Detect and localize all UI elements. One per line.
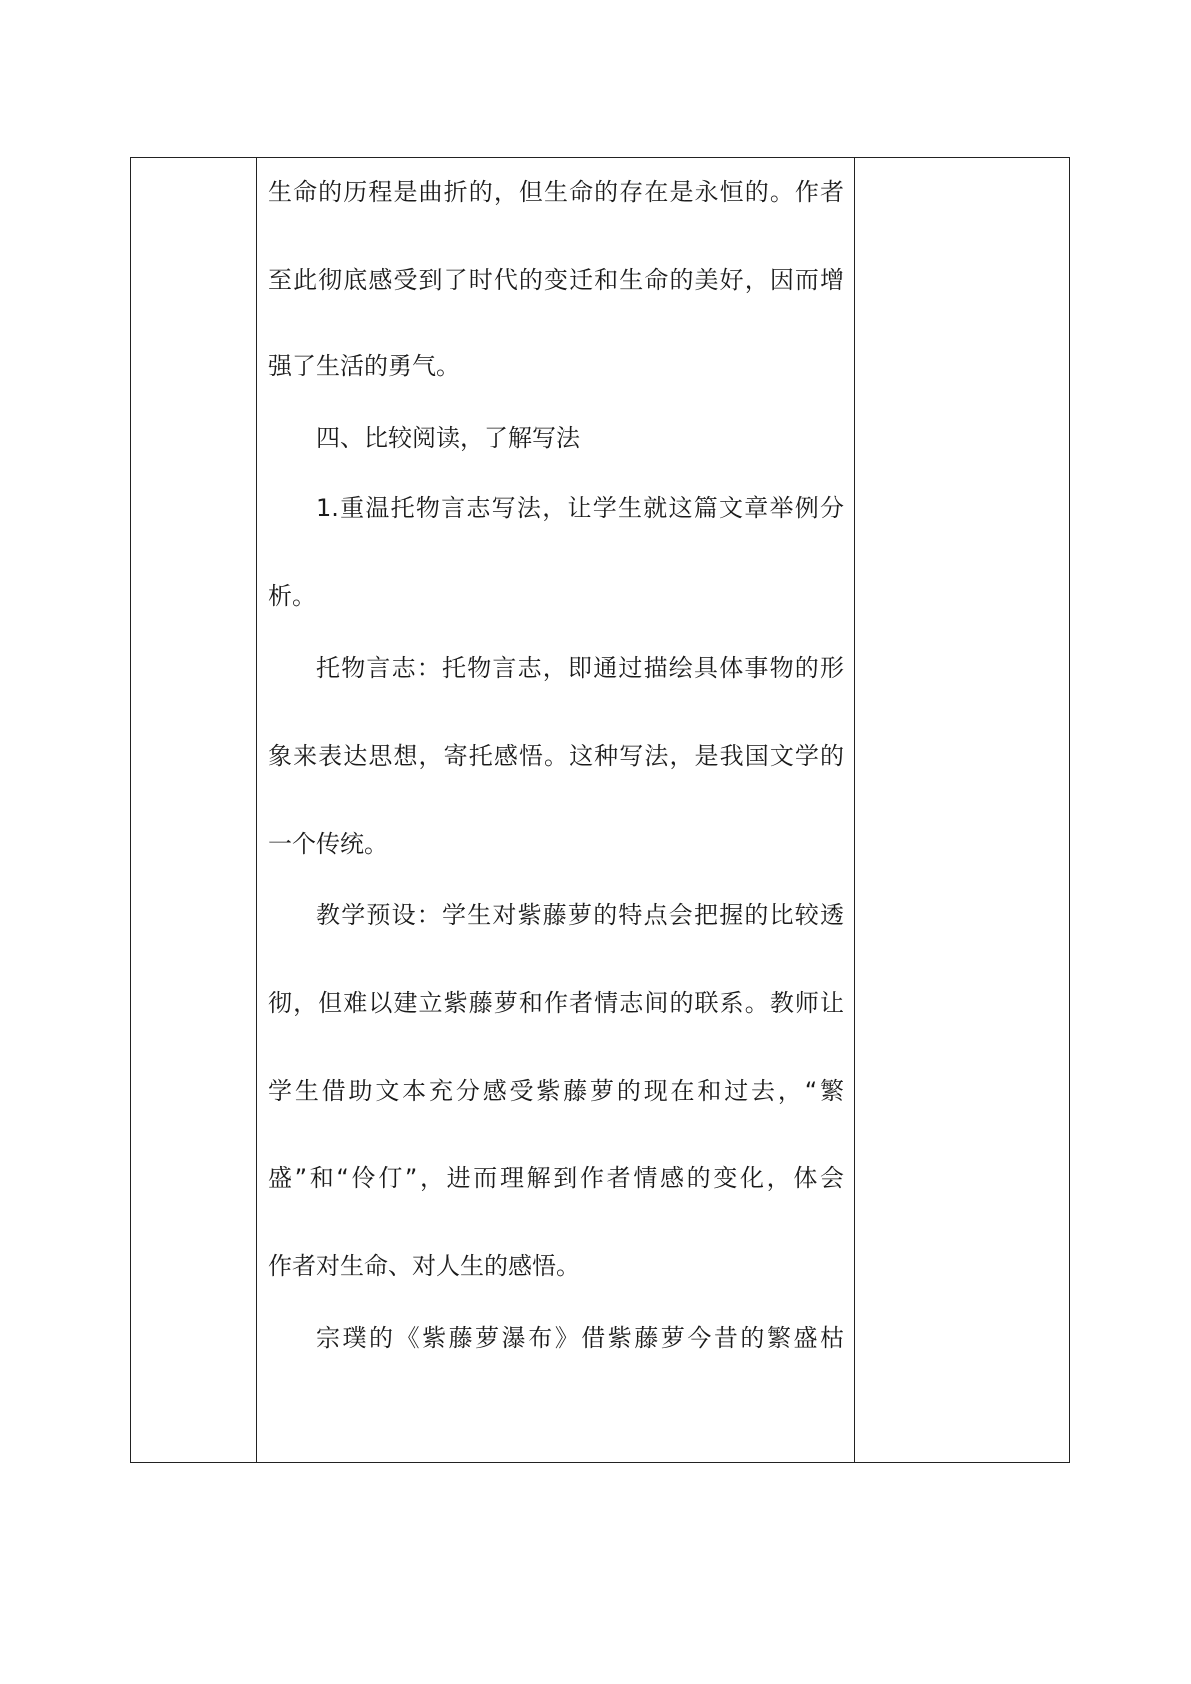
text-line: 一个传统。 [268, 830, 388, 858]
lesson-plan-table [130, 157, 1070, 1463]
column-divider-left [256, 158, 257, 1462]
text-line: 象来表达思想，寄托感悟。这种写法，是我国文学的 [268, 742, 844, 770]
text-line: 至此彻底感受到了时代的变迁和生命的美好，因而增 [268, 266, 844, 294]
text-line: 作者对生命、对人生的感悟。 [268, 1252, 580, 1280]
table-cell-left [131, 158, 256, 1462]
table-cell-right [855, 158, 1069, 1462]
text-line: 析。 [268, 582, 316, 610]
section-heading: 四、比较阅读，了解写法 [316, 424, 580, 452]
text-line: 盛”和“伶仃”，进而理解到作者情感的变化，体会 [268, 1164, 844, 1192]
text-line: 彻，但难以建立紫藤萝和作者情志间的联系。教师让 [268, 989, 844, 1017]
text-line: 学生借助文本充分感受紫藤萝的现在和过去，“繁 [268, 1077, 844, 1105]
text-line: 托物言志：托物言志，即通过描绘具体事物的形 [316, 654, 844, 682]
text-line: 强了生活的勇气。 [268, 352, 460, 380]
text-line: 宗璞的《紫藤萝瀑布》借紫藤萝今昔的繁盛枯 [316, 1324, 844, 1352]
text-line: 教学预设：学生对紫藤萝的特点会把握的比较透 [316, 901, 844, 929]
text-line: 1.重温托物言志写法，让学生就这篇文章举例分 [316, 494, 844, 522]
text-line: 生命的历程是曲折的，但生命的存在是永恒的。作者 [268, 178, 844, 206]
